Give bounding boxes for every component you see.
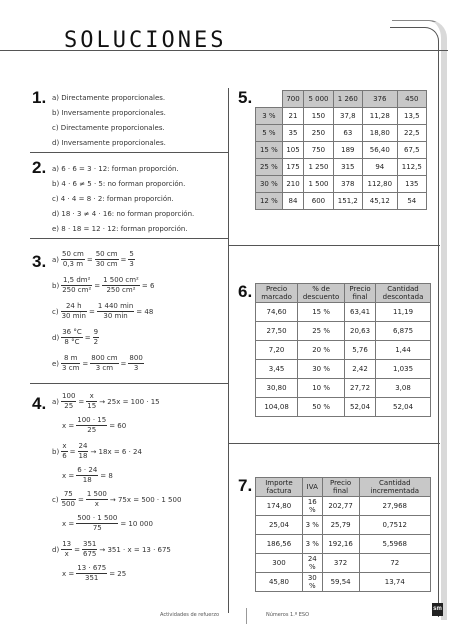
table-cell: 3 % [302,516,322,535]
table-row [256,516,431,535]
table-cell: 67,5 [397,142,426,159]
denominator: x [94,500,99,508]
table-cell: 11,19 [376,303,431,322]
denominator: 0,3 m [62,260,84,268]
footer-divider [246,608,247,624]
equation-text: x = [62,421,75,430]
table-row [256,125,427,142]
header-cell [256,91,283,108]
answer-line: a) 6 · 6 = 3 · 12: forman proporción. [52,165,179,173]
table-cell: 25 % [256,159,283,176]
table-cell: 3,08 [376,379,431,398]
table-cell: 112,80 [363,176,398,193]
numerator: 36 °C [62,328,82,336]
percentage-table [255,90,427,210]
table-cell: 5,5968 [359,535,430,554]
table-row [256,379,431,398]
numerator: x [86,392,97,402]
header-cell: 1 260 [333,91,362,108]
denominator: 8 °C [64,338,80,346]
table-cell: 45,80 [256,573,303,592]
equation-text: a) [52,255,60,264]
table-cell: 15 % [256,142,283,159]
table-row [256,303,431,322]
equation-text: = 48 [136,307,154,316]
table-cell: 12 % [256,193,283,210]
equation [52,276,154,295]
table-cell: 30 % [302,573,322,592]
numerator: 5 [129,250,134,258]
table-cell: 7,20 [256,341,298,360]
fraction [128,354,143,373]
table-cell: 74,60 [256,303,298,322]
answer-line: d) Inversamente proporcionales. [52,139,166,147]
equation [52,250,135,269]
numerator: 500 · 1 500 [77,514,118,522]
table-cell: 30 % [256,176,283,193]
table-cell: 13,74 [359,573,430,592]
table-header-row [256,91,427,108]
fraction [95,250,119,269]
table-cell: 16 % [302,497,322,516]
divider [30,152,228,153]
equation-text: c) [52,307,59,316]
answer-line: b) 4 · 6 ≠ 5 · 5: no forman proporción. [52,180,186,188]
numerator: 1 500 [86,490,107,498]
table-cell: 150 [304,108,333,125]
denominator: 18 [82,476,92,484]
equation-text: = [120,359,127,368]
denominator: 25 [87,426,97,434]
divider [30,238,228,239]
table-cell: 45,12 [363,193,398,210]
header-cell: Importe factura [256,478,303,497]
table-cell: 6,875 [376,322,431,341]
footer-right: Números 1.º ESO [266,612,310,618]
equation [62,564,126,583]
table-row [256,142,427,159]
table-cell: 1,44 [376,341,431,360]
table-cell: 20,63 [345,322,376,341]
header-cell: Cantidad incrementada [359,478,430,497]
table-cell: 112,5 [397,159,426,176]
equation-text: b) [52,281,60,290]
table-cell: 3 % [256,108,283,125]
equation-text: = 10 000 [120,519,153,528]
table-cell: 15 % [298,303,345,322]
denominator: 3 cm [95,364,114,372]
table-cell: 50 % [298,398,345,417]
denominator: 6 [62,452,67,460]
numerator: 1 500 cm² [103,276,139,284]
answer-line: c) 4 · 4 = 8 · 2: forman proporción. [52,195,174,203]
equation-text: → 75x = 500 · 1 500 [109,495,182,504]
equation-text: = [77,495,84,504]
denominator: 3 [133,364,139,372]
table-cell: 30 % [298,360,345,379]
table-cell: 1 500 [304,176,333,193]
table-row [256,176,427,193]
table-cell: 84 [282,193,304,210]
equation [62,514,153,533]
equation-text: e) [52,359,60,368]
table-cell: 250 [304,125,333,142]
fraction [61,490,76,509]
table-row [256,535,431,554]
table-cell: 13,5 [397,108,426,125]
fraction [61,540,72,559]
fraction [76,564,107,583]
table-cell: 3 % [302,535,322,554]
table-cell: 94 [363,159,398,176]
table-row [256,360,431,379]
table-cell: 5 % [256,125,283,142]
numerator: 24 [78,442,88,450]
answer-line: c) Directamente proporcionales. [52,124,165,132]
table-cell: 63 [333,125,362,142]
table-cell: 3,45 [256,360,298,379]
table-cell: 63,41 [345,303,376,322]
equation [62,416,126,435]
numerator: 13 · 675 [77,564,107,572]
fraction [97,302,134,321]
fraction [76,416,107,435]
equation-text: d) [52,545,60,554]
table-row [256,341,431,360]
fraction [76,466,98,485]
divider [30,383,228,384]
table-cell: 18,80 [363,125,398,142]
fraction [78,442,89,461]
table-cell: 22,5 [397,125,426,142]
equation [52,302,153,321]
table-cell: 135 [397,176,426,193]
header-cell: % de descuento [298,284,345,303]
numerator: 13 [62,540,72,548]
table-cell: 378 [333,176,362,193]
table-cell: 372 [322,554,359,573]
table-cell: 30,80 [256,379,298,398]
fraction [128,250,134,269]
footer-left: Actividades de refuerzo [160,612,220,618]
table-header-row [256,478,431,497]
equation-text: a) [52,397,60,406]
table-row [256,554,431,573]
header-cell: Precio final [322,478,359,497]
column-divider [228,88,229,613]
fraction [61,442,67,461]
numerator: 100 · 15 [77,416,107,424]
table-cell: 11,28 [363,108,398,125]
discount-table [255,283,431,417]
table-cell: 2,42 [345,360,376,379]
table-cell: 202,77 [322,497,359,516]
fraction [93,328,99,347]
equation-text: x = [62,569,75,578]
fraction [86,490,108,509]
publisher-logo: sm [432,603,443,616]
denominator: 3 [129,260,134,268]
equation [52,392,160,411]
numerator: 50 cm [62,250,84,258]
fraction [61,328,83,347]
fraction [61,392,76,411]
table-row [256,573,431,592]
table-row [256,193,427,210]
equation-text: = [82,359,89,368]
table-cell: 750 [304,142,333,159]
table-row [256,322,431,341]
equation [52,540,171,559]
equation-text: = 60 [109,421,127,430]
numerator: 50 cm [95,250,118,258]
table-cell: 104,08 [256,398,298,417]
fraction [61,354,80,373]
denominator: 30 min [61,312,86,320]
equation-text: = [74,545,80,554]
table-cell: 25,79 [322,516,359,535]
equation-text: c) [52,495,59,504]
equation-text: → 351 · x = 13 · 675 [99,545,171,554]
vat-table [255,477,431,592]
table-cell: 186,56 [256,535,303,554]
denominator: 250 cm² [106,286,136,294]
table-cell: 5,76 [345,341,376,360]
answer-line: e) 8 · 18 = 12 · 12: forman proporción. [52,225,188,233]
equation-text: = 6 [141,281,155,290]
table-cell: 72 [359,554,430,573]
table-cell: 27,50 [256,322,298,341]
table-row [256,159,427,176]
header-cell: Precio final [345,284,376,303]
table-cell: 1 250 [304,159,333,176]
numerator: 800 cm [91,354,118,362]
table-cell: 20 % [298,341,345,360]
table-cell: 315 [333,159,362,176]
table-cell: 210 [282,176,304,193]
fraction [102,276,140,295]
fraction [90,354,118,373]
section-number: 6. [238,282,253,301]
equation-text: = [88,307,95,316]
numerator: 8 m [61,354,80,364]
table-cell: 175 [282,159,304,176]
table-cell: 52,04 [376,398,431,417]
numerator: 75 [61,490,76,500]
equation [52,328,99,347]
table-cell: 25 % [298,322,345,341]
header-cell: 376 [363,91,398,108]
numerator: 1 440 min [97,302,134,310]
denominator: x [64,550,69,558]
table-cell: 35 [282,125,304,142]
equation-text: d) [52,333,60,342]
numerator: 1,5 dm² [63,276,91,284]
equation [52,442,142,461]
equation-text: = [120,255,127,264]
header-cell: 5 000 [304,91,333,108]
section-number: 3. [32,252,47,271]
fraction [61,276,92,295]
table-cell: 600 [304,193,333,210]
equation-text: = 25 [109,569,127,578]
equation-text: = [78,397,85,406]
equation-text: = [69,447,76,456]
table-cell: 151,2 [333,193,362,210]
denominator: 351 [85,574,99,582]
table-row [256,108,427,125]
equation-text: x = [62,519,75,528]
denominator: 250 cm² [62,286,92,294]
section-number: 2. [32,158,47,177]
answer-line: a) Directamente proporcionales. [52,94,166,102]
section-number: 7. [238,476,253,495]
section-number: 5. [238,88,253,107]
denominator: 25 [64,402,74,410]
table-cell: 54 [397,193,426,210]
table-row [256,497,431,516]
numerator: 351 [82,540,97,548]
section-number: 1. [32,88,47,107]
table-cell: 189 [333,142,362,159]
header-cell: Cantidad descontada [376,284,431,303]
table-cell: 0,7512 [359,516,430,535]
denominator: 15 [87,402,97,410]
table-cell: 59,54 [322,573,359,592]
table-cell: 21 [282,108,304,125]
denominator: 30 min [103,312,128,320]
divider [228,245,440,246]
table-row [256,398,431,417]
table-cell: 27,968 [359,497,430,516]
equation-text: x = [62,471,75,480]
header-cell: 700 [282,91,304,108]
divider [228,443,440,444]
equation-text: = [84,333,91,342]
table-cell: 174,80 [256,497,303,516]
denominator: 18 [78,452,88,460]
equation-text: = [94,281,101,290]
table-cell: 192,16 [322,535,359,554]
table-cell: 25,04 [256,516,303,535]
equation [52,490,181,509]
denominator: 3 cm [62,364,80,372]
equation-text: → 18x = 6 · 24 [90,447,142,456]
table-cell: 300 [256,554,303,573]
denominator: 30 cm [95,260,118,268]
section-number: 4. [32,394,47,413]
numerator: 9 [93,328,99,336]
table-cell: 105 [282,142,304,159]
table-cell: 24 % [302,554,322,573]
equation [62,466,113,485]
fraction [61,250,85,269]
header-cell: Precio marcado [256,284,298,303]
table-cell: 27,72 [345,379,376,398]
table-cell: 56,40 [363,142,398,159]
fraction [61,302,87,321]
header-cell: 450 [397,91,426,108]
numerator: 6 · 24 [77,466,98,474]
denominator: 2 [93,338,99,346]
fraction [86,392,97,411]
equation-text: = [86,255,93,264]
fraction [82,540,97,559]
page-title: SOLUCIONES [64,28,227,53]
equation-text: = 8 [100,471,113,480]
header-cell: IVA [302,478,322,497]
table-cell: 52,04 [345,398,376,417]
table-header-row [256,284,431,303]
table-cell: 37,8 [333,108,362,125]
denominator: 75 [92,524,102,532]
numerator: x [62,442,67,450]
numerator: 800 [129,354,143,362]
table-cell: 10 % [298,379,345,398]
denominator: 500 [61,500,75,508]
table-cell: 1,035 [376,360,431,379]
answer-line: b) Inversamente proporcionales. [52,109,166,117]
fraction [76,514,118,533]
denominator: 675 [82,550,97,558]
numerator: 100 [62,392,76,400]
numerator: 24 h [61,302,87,312]
answer-line: d) 18 · 3 ≠ 4 · 16: no forman proporción. [52,210,195,218]
equation [52,354,144,373]
equation-text: b) [52,447,60,456]
equation-text: → 25x = 100 · 15 [99,397,160,406]
